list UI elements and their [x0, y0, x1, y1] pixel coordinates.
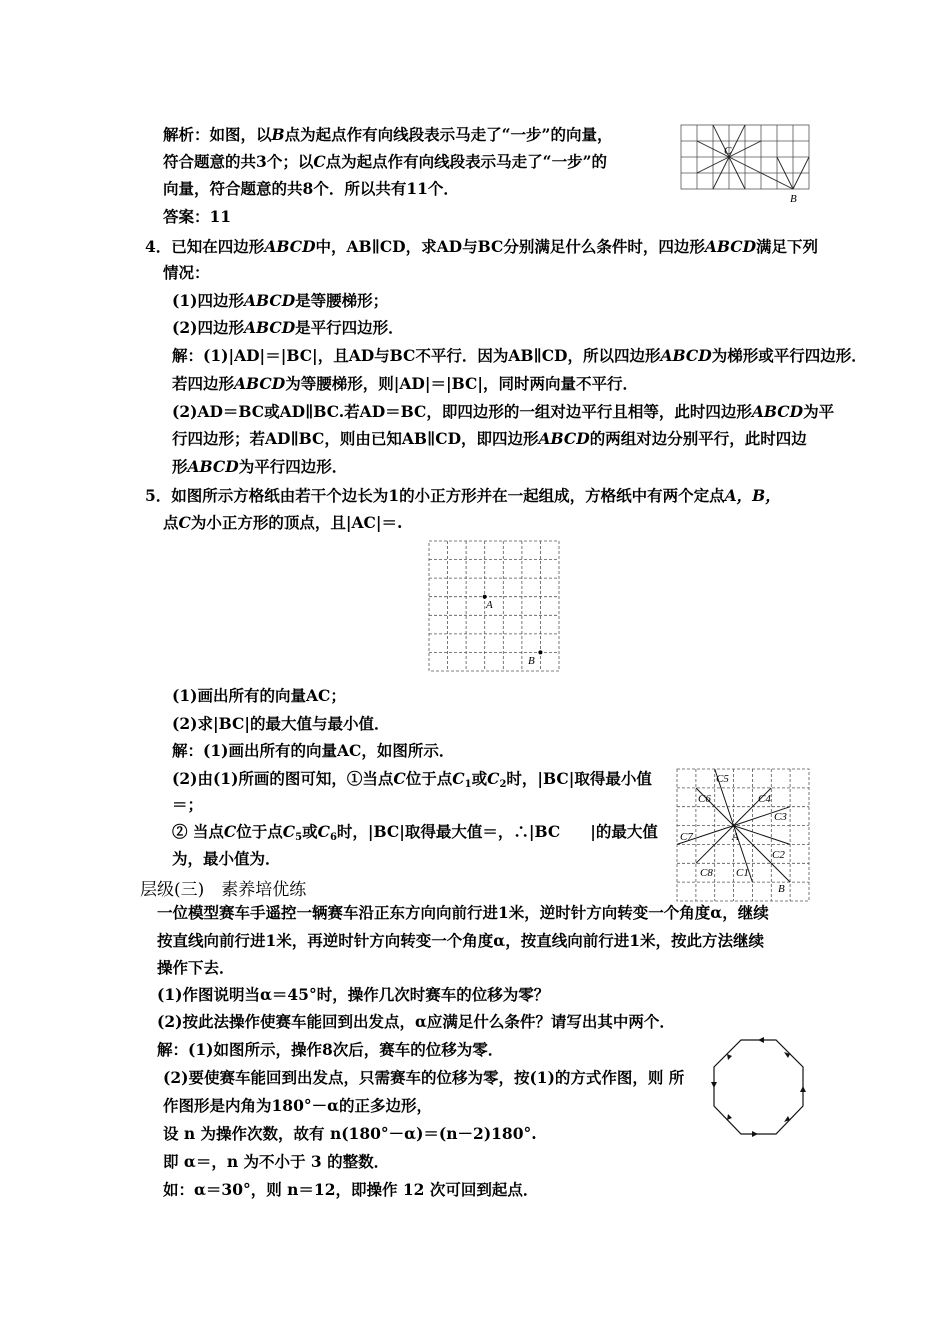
- text: 时，|BC|取得最大值＝，∴|BC: [336, 822, 561, 841]
- text: ABCD: [264, 237, 316, 256]
- text: 个．: [427, 179, 459, 198]
- analysis-label: 解析：: [163, 125, 210, 144]
- q4-solution-2: [172, 373, 638, 395]
- number: 1: [388, 486, 400, 505]
- arrow-marker: [727, 1114, 732, 1120]
- text: 的小正方形并在一起组成，方格纸中有两个定点: [399, 486, 725, 505]
- label-b: B: [778, 883, 785, 895]
- level3-stem-3: 操作下去．: [157, 958, 235, 977]
- text: ABCD: [538, 429, 590, 448]
- text: ABCD: [234, 374, 286, 393]
- text: C: [452, 769, 465, 788]
- text: 满足下列: [756, 237, 819, 256]
- q3-analysis-line-3: [163, 178, 459, 200]
- text: (2)由(1)所画的图可知，①当点: [172, 769, 394, 788]
- octagon-figure: [708, 1038, 808, 1138]
- text: 行四边形；若AD∥BC，则由已知AB∥CD，即四边形: [172, 429, 539, 448]
- grid-figure-ab: [428, 540, 560, 674]
- text: (1)四边形: [172, 291, 244, 310]
- q5-solution-1: 解：(1)画出所有的向量AC，如图所示．: [172, 741, 455, 760]
- text: 符合题意的共: [163, 152, 257, 171]
- vectors-ac-figure: [676, 768, 810, 902]
- q5-solution-3: [172, 821, 658, 849]
- text: C: [393, 769, 406, 788]
- q5-solution-4: 为，最小值为．: [172, 849, 281, 868]
- fig-label-c: C: [724, 145, 732, 157]
- text: 点为起点作有向线段表示马走了“一步”的: [325, 152, 608, 171]
- text: C: [282, 822, 296, 841]
- level3-solution-3: 作图形是内角为180°－α的正多边形，: [163, 1096, 433, 1115]
- text: 如图，以: [209, 125, 272, 144]
- text: 形: [172, 457, 188, 476]
- knight-move-figure: [680, 124, 810, 204]
- label-a: A: [732, 831, 739, 843]
- text: C: [317, 822, 330, 841]
- label-c1: C1: [736, 867, 749, 879]
- q4-solution-4: [172, 428, 807, 450]
- level3-stem-2: 按直线向前行进1米，再逆时针方向转变一个角度α，按直线向前行进1米，按此方法继续: [157, 931, 765, 950]
- point-c: C: [313, 152, 326, 171]
- number: 3: [256, 152, 267, 171]
- fig-label-b: B: [528, 655, 535, 667]
- q4-solution-3: [172, 401, 834, 423]
- q5-stem-line-2: [163, 512, 402, 534]
- text: ABCD: [243, 318, 296, 337]
- text: 位于点: [236, 822, 283, 841]
- point-b: [538, 650, 542, 654]
- label-c6: C6: [698, 793, 711, 805]
- text: A，B，: [724, 486, 781, 505]
- q4-solution-1: [172, 345, 867, 367]
- q4-stem-line-2: 情况：: [163, 263, 210, 282]
- number: 8: [302, 179, 314, 198]
- q4-part-2: [172, 317, 404, 339]
- q4-part-1: [172, 290, 388, 312]
- q5-part-2: (2)求|BC|的最大值与最小值．: [172, 714, 390, 733]
- level3-solution-5: 即 α＝，n 为不小于 3 的整数．: [163, 1152, 390, 1171]
- arrow-marker: [752, 1131, 758, 1137]
- text: C: [223, 822, 237, 841]
- text: |的最大值: [590, 822, 658, 841]
- level3-solution-2: (2)要使赛车能回到出发点，只需赛车的位移为零，按(1)的方式作图，则 所: [163, 1068, 685, 1087]
- label-c4: C4: [758, 793, 771, 805]
- subscript: 2: [499, 779, 507, 790]
- text: C: [178, 513, 191, 532]
- level3-stem-1: 一位模型赛车手遥控一辆赛车沿正东方向向前行进1米，逆时针方向转变一个角度α，继续: [157, 903, 769, 922]
- text: 为梯形或平行四边形．: [711, 346, 867, 365]
- label-c3: C3: [774, 811, 787, 823]
- text: 为平行四边形．: [238, 457, 348, 476]
- arrow-marker: [711, 1082, 717, 1088]
- q3-analysis-line-2: [163, 151, 607, 173]
- arrow-marker: [800, 1086, 806, 1092]
- text: 为小正方形的顶点，且|AC|＝.: [190, 513, 403, 532]
- text: 时，|BC|取得最小值: [506, 769, 652, 788]
- text: 或: [302, 822, 318, 841]
- fig-label-b: B: [790, 193, 797, 205]
- section-heading: 层级(三) 素养培优练: [140, 880, 307, 900]
- text: 个．所以共有: [313, 179, 407, 198]
- fig-label-a: A: [486, 599, 493, 611]
- subscript: 6: [329, 832, 337, 843]
- text: 中，AB∥CD，求AD与BC分别满足什么条件时，四边形: [315, 237, 705, 256]
- q4-stem-line-1: [145, 236, 818, 258]
- text: 如图所示方格纸由若干个边长为: [171, 486, 389, 505]
- level3-solution-1: 解：(1)如图所示，操作8次后，赛车的位移为零．: [157, 1040, 504, 1059]
- text: 点: [163, 513, 179, 532]
- text: 为等腰梯形，则|AD|＝|BC|，同时两向量不平行．: [285, 374, 638, 393]
- text: ABCD: [660, 346, 712, 365]
- q5-part-1: (1)画出所有的向量AC；: [172, 686, 346, 705]
- text: 解：(1)|AD|＝|BC|，且AD与BC不平行．因为AB∥CD，所以四边形: [172, 346, 661, 365]
- level3-solution-4: 设 n 为操作次数，故有 n(180°－α)＝(n－2)180°.: [163, 1124, 537, 1143]
- text: 是平行四边形．: [295, 318, 404, 337]
- text: 点为起点作有向线段表示马走了“一步”的向量，: [284, 125, 613, 144]
- text: (2)四边形: [172, 318, 244, 337]
- text: 为平: [803, 402, 835, 421]
- subscript: 5: [295, 832, 303, 843]
- arrow-marker: [758, 1037, 764, 1043]
- text: C: [487, 769, 500, 788]
- text: ABCD: [751, 402, 804, 421]
- q5-solution-2b: ＝；: [172, 795, 204, 814]
- question-number: 5．: [145, 486, 172, 505]
- subscript: 1: [464, 779, 472, 790]
- text: 位于点: [405, 769, 453, 788]
- text: 已知在四边形: [171, 237, 265, 256]
- label-c7: C7: [680, 831, 693, 843]
- level3-part-1: (1)作图说明当α＝45°时，操作几次时赛车的位移为零？: [157, 985, 550, 1004]
- level3-solution-6: 如：α＝30°，则 n＝12，即操作 12 次可回到起点．: [163, 1180, 539, 1199]
- text: ② 当点: [172, 822, 224, 841]
- text: 或: [471, 769, 488, 788]
- q5-solution-2: [172, 768, 652, 796]
- point-b: B: [271, 125, 285, 144]
- label-c5: C5: [716, 773, 729, 785]
- label-c2: C2: [772, 849, 785, 861]
- level3-part-2: (2)按此法操作使赛车能回到出发点，α应满足什么条件？请写出其中两个．: [157, 1012, 675, 1031]
- text: ABCD: [243, 291, 296, 310]
- text: (2)AD＝BC或AD∥BC.若AD＝BC，即四边形的一组对边平行且相等，此时四边形: [172, 402, 752, 421]
- q3-analysis-line-1: [163, 124, 612, 146]
- text: ABCD: [704, 237, 757, 256]
- number: 11: [406, 179, 428, 198]
- q3-answer: 答案：11: [163, 207, 232, 226]
- text: 是等腰梯形；: [295, 291, 389, 310]
- text: 若四边形: [172, 374, 235, 393]
- q4-solution-5: [172, 456, 347, 478]
- text: 个；以: [266, 152, 314, 171]
- text: 向量，符合题意的共: [163, 179, 303, 198]
- label-c8: C8: [700, 867, 713, 879]
- question-number: 4．: [145, 237, 172, 256]
- text: ABCD: [187, 457, 239, 476]
- q5-stem-line-1: [145, 485, 781, 507]
- text: 的两组对边分别平行，此时四边: [589, 429, 807, 448]
- arrow-marker: [727, 1054, 732, 1060]
